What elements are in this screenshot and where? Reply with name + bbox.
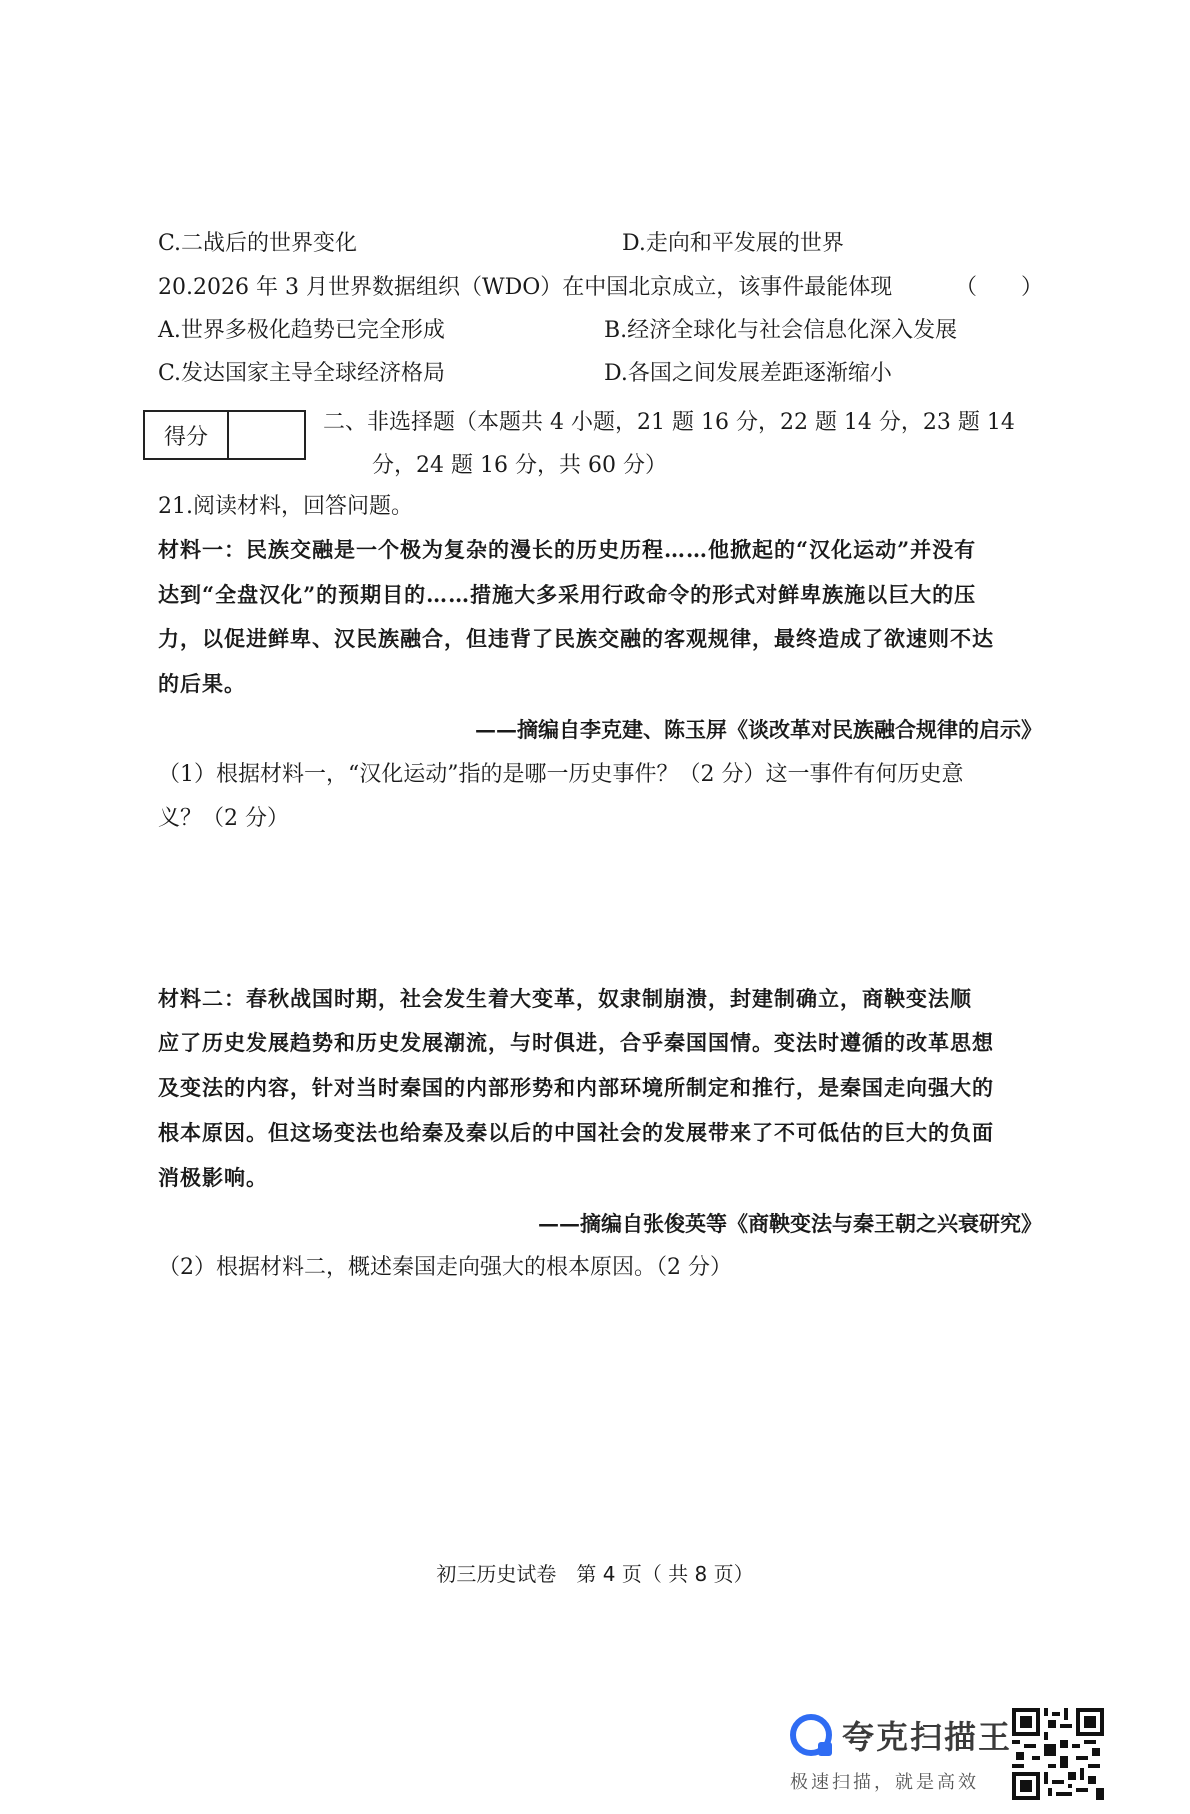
material1-line: 力，以促进鲜卑、汉民族融合，但违背了民族交融的客观规律，最终造成了欲速则不达 (158, 626, 994, 651)
section2-heading-line2: 分，24 题 16 分，共 60 分） (372, 453, 667, 478)
material2-line: 消极影响。 (158, 1165, 268, 1190)
q21-sub1-line: 义？（2 分） (158, 806, 289, 831)
q21-stem: 21.阅读材料，回答问题。 (158, 494, 413, 519)
q20-option-b: B.经济全球化与社会信息化深入发展 (604, 318, 958, 343)
q19-option-c: C.二战后的世界变化 (158, 231, 358, 256)
page-footer: 初三历史试卷 第 4 页（ 共 8 页） (436, 1562, 754, 1586)
material2-line: 根本原因。但这场变法也给秦及秦以后的中国社会的发展带来了不可低估的巨大的负面 (158, 1120, 994, 1145)
scanner-watermark (790, 1712, 1012, 1758)
material1-source: ——摘编自李克建、陈玉屏《谈改革对民族融合规律的启示》 (475, 717, 1042, 742)
quark-logo-icon (790, 1714, 832, 1756)
q20-option-a: A.世界多极化趋势已完全形成 (158, 318, 445, 343)
material1-line: 达到“全盘汉化”的预期目的……措施大多采用行政命令的形式对鲜卑族施以巨大的压 (158, 582, 977, 607)
q20-option-c: C.发达国家主导全球经济格局 (158, 361, 446, 386)
score-label: 得分 (145, 412, 229, 458)
q19-option-d: D.走向和平发展的世界 (622, 231, 844, 256)
q20-option-d: D.各国之间发展差距逐渐缩小 (604, 361, 892, 386)
score-box (143, 410, 306, 460)
material1-line: 的后果。 (158, 671, 246, 696)
material2-line: 及变法的内容，针对当时秦国的内部形势和内部环境所制定和推行，是秦国走向强大的 (158, 1075, 994, 1100)
material2-source: ——摘编自张俊英等《商鞅变法与秦王朝之兴衰研究》 (538, 1211, 1042, 1236)
material1-line: 材料一：民族交融是一个极为复杂的漫长的历史历程……他掀起的“汉化运动”并没有 (158, 537, 977, 562)
q20-answer-paren: （ ） (955, 275, 1044, 300)
material2-line: 应了历史发展趋势和历史发展潮流，与时俱进，合乎秦国国情。变法时遵循的改革思想 (158, 1030, 994, 1055)
q20-stem: 20.2026 年 3 月世界数据组织（WDO）在中国北京成立，该事件最能体现 (158, 275, 893, 300)
qr-code-icon (1012, 1708, 1104, 1800)
watermark-tagline: 极速扫描，就是高效 (790, 1772, 979, 1793)
watermark-brand: 夸克扫描王 (842, 1718, 1013, 1756)
score-value-cell[interactable] (229, 412, 304, 458)
material2-line: 材料二：春秋战国时期，社会发生着大变革，奴隶制崩溃，封建制确立，商鞅变法顺 (158, 986, 972, 1011)
q21-sub1-line: （1）根据材料一，“汉化运动”指的是哪一历史事件？（2 分）这一事件有何历史意 (158, 762, 964, 787)
q21-sub2: （2）根据材料二，概述秦国走向强大的根本原因。（2 分） (158, 1255, 732, 1280)
section2-heading-line1: 二、非选择题（本题共 4 小题，21 题 16 分，22 题 14 分，23 题 14 (323, 410, 1015, 435)
